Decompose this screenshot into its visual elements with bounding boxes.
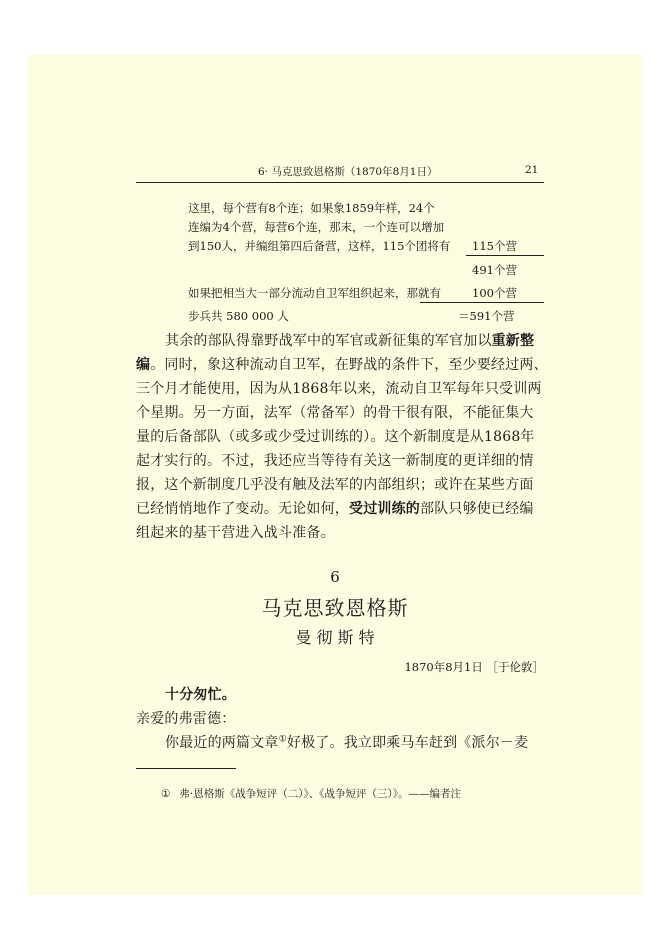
para-line-1: 其余的部队得靠野战军中的军官或新征集的军官加以重新整 xyxy=(165,333,535,349)
calc-line-3: 到150人，并编组第四后备营，这样，115个团将有 xyxy=(188,239,451,253)
letter-title: 马克思致恩格斯 xyxy=(261,596,409,620)
emphasis-compile: 编 xyxy=(136,357,151,373)
running-header-title: 6· 马克思致恩格斯（1870年8月1日） xyxy=(258,166,438,178)
letter-salutation: 亲爱的弗雷德： xyxy=(136,711,236,727)
footnote xyxy=(161,786,461,801)
calc-total: ＝591个营 xyxy=(458,309,515,323)
para-line-5: 量的后备部队（或多或少受过训练的）。这个新制度是从1868年 xyxy=(136,429,535,445)
letter-place: 曼 彻 斯 特 xyxy=(295,628,375,647)
letter-first-line: 你最近的两篇文章①好极了。我立即乘马车赶到《派尔－麦 xyxy=(165,734,529,751)
para-line-7: 报，这个新制度几乎没有触及法军的内部组织；或许在某些方面 xyxy=(136,477,534,493)
calc-line-4: 如果把相当大一部分流动自卫军组织起来，那就有 xyxy=(188,286,441,300)
letter-date: 1870年8月1日 ［于伦敦］ xyxy=(404,660,544,674)
para-line-4: 个星期。另一方面，法军（常备军）的骨干很有限，不能征集大 xyxy=(136,405,534,421)
emphasis-reorganize: 重新整 xyxy=(491,333,535,349)
para-line-8: 已经悄悄地作了变动。无论如何，受过训练的部队只够使已经编 xyxy=(136,501,534,517)
para-line-6: 起才实行的。不过，我还应当等待有关这一新制度的更详细的情 xyxy=(136,453,534,469)
document-page xyxy=(28,55,642,895)
calc-sum-rule-2 xyxy=(420,302,544,303)
calc-value-2: 491个营 xyxy=(472,263,517,277)
para-line-2: 编。同时，象这种流动自卫军，在野战的条件下，至少要经过两、 xyxy=(136,357,548,373)
footnote-text: 弗·恩格斯《战争短评（二）》、《战争短评（三）》。——编者注 xyxy=(179,788,462,800)
footnote-rule xyxy=(136,768,236,769)
footnote-mark: ① xyxy=(161,788,171,800)
page-number: 21 xyxy=(525,164,539,176)
footnote-reference[interactable]: ① xyxy=(278,734,287,745)
calc-sum-rule-1 xyxy=(466,255,544,256)
calc-line-2: 连编为4个营，每营6个连，那末，一个连可以增加 xyxy=(188,220,445,234)
calc-line-1: 这里，每个营有8个连；如果象1859年样，24个 xyxy=(188,201,435,215)
para-line-9: 组起来的基干营进入战斗准备。 xyxy=(136,525,335,541)
emphasis-trained: 受过训练的 xyxy=(349,501,420,517)
header-rule xyxy=(136,182,544,183)
letter-number: 6 xyxy=(330,568,340,586)
para-line-3: 三个月才能使用，因为从1868年以来，流动自卫军每年只受训两 xyxy=(136,381,542,397)
calc-value-1: 115个营 xyxy=(472,239,517,253)
calc-total-label: 步兵共 580 000 人 xyxy=(188,309,289,323)
calc-value-3: 100个营 xyxy=(472,286,517,300)
letter-urgent: 十分匆忙。 xyxy=(165,687,236,703)
